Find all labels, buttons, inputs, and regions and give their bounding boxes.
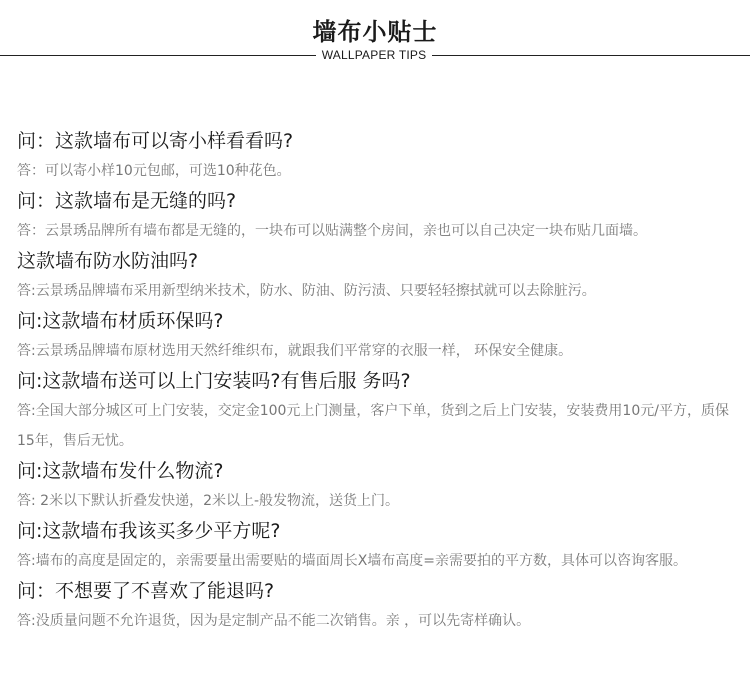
faq-answer: 答: 2米以下默认折叠发快递，2米以上-般发物流，送货上门。	[17, 493, 400, 509]
faq-answer: 答：云景琇品牌所有墙布都是无缝的，一块布可以贴满整个房间，亲也可以自己决定一块布贴几面墙。	[17, 223, 647, 239]
header-divider-left	[0, 55, 316, 56]
page-title: 墙布小贴士	[312, 18, 438, 46]
faq-answer: 答：可以寄小样10元包邮，可选10种花色。	[17, 163, 291, 179]
faq-question: 问:这款墙布送可以上门安装吗?有售后服 务吗?	[17, 370, 411, 392]
header	[0, 0, 750, 80]
faq-question: 问：这款墙布是无缝的吗?	[17, 190, 237, 212]
faq-answer: 答:云景琇品牌墙布采用新型纳米技术，防水、防油、防污渍、只要轻轻擦拭就可以去除脏污。	[17, 283, 596, 299]
faq-list	[17, 126, 742, 636]
header-divider-right	[432, 55, 750, 56]
faq-item-returns	[17, 576, 742, 636]
faq-item-seamless	[17, 186, 742, 246]
faq-item-installation	[17, 366, 742, 456]
faq-question: 问:这款墙布材质环保吗?	[17, 310, 224, 332]
faq-item-sample	[17, 126, 742, 186]
faq-item-shipping	[17, 456, 742, 516]
faq-question: 问:这款墙布发什么物流?	[17, 460, 224, 482]
faq-item-eco	[17, 306, 742, 366]
faq-question: 问：不想要了不喜欢了能退吗?	[17, 580, 275, 602]
faq-item-waterproof	[17, 246, 742, 306]
faq-question: 问：这款墙布可以寄小样看看吗?	[17, 130, 294, 152]
faq-question: 问:这款墙布我该买多少平方呢?	[17, 520, 281, 542]
faq-item-quantity	[17, 516, 742, 576]
page-subtitle: WALLPAPER TIPS	[321, 48, 427, 62]
faq-question: 这款墙布防水防油吗?	[17, 250, 199, 272]
faq-answer: 答:墙布的高度是固定的，亲需要量出需要贴的墙面周长X墙布高度=亲需要拍的平方数，具体可以咨询客服。	[17, 553, 688, 569]
faq-answer: 答:全国大部分城区可上门安装，交定金100元上门测量，客户下单，货到之后上门安装，安装费用10元/平方，质保15年，售后无忧。	[17, 403, 729, 449]
faq-answer: 答:没质量问题不允许退货，因为是定制产品不能二次销售。亲 ，可以先寄样确认。	[17, 613, 531, 629]
faq-answer: 答:云景琇品牌墙布原材选用天然纤维织布，就跟我们平常穿的衣服一样， 环保安全健康。	[17, 343, 573, 359]
